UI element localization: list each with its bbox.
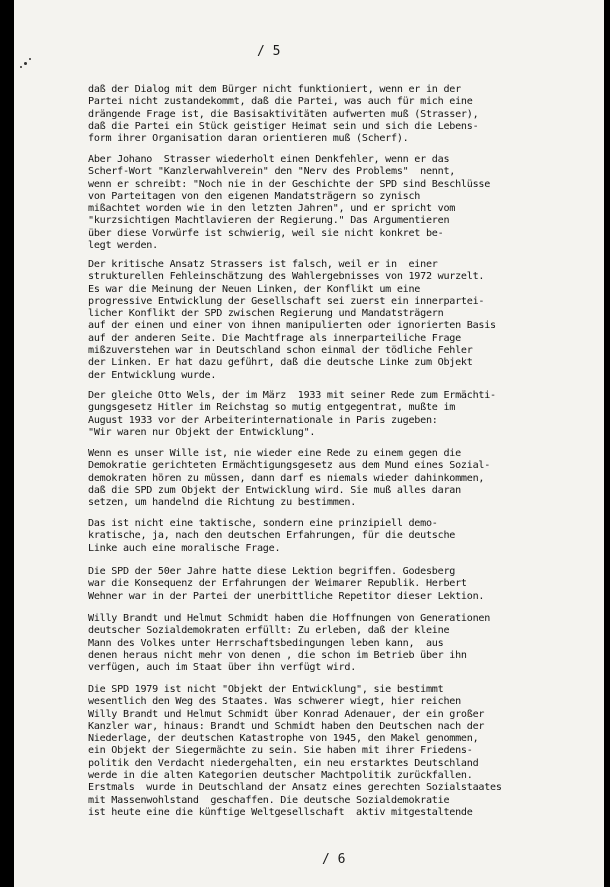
paragraph-4 [88, 390, 600, 439]
text-line: "kurzsichtigen Machtlavieren der Regierung." Das Argumentieren [88, 215, 450, 227]
text-line: Willy Brandt und Helmut Schmidt über Konrad Adenauer, der ein großer [88, 708, 485, 720]
text-line: Die SPD 1979 ist nicht "Objekt der Entwicklung", sie bestimmt [88, 684, 444, 695]
text-line: verfügen, auch im Staat über ihn verfügt wird. [88, 662, 357, 674]
text-line: ein Objekt der Siegermächte zu sein. Sie haben mit ihrer Friedens- [88, 745, 473, 757]
page-number-top: / 5 [257, 44, 281, 59]
text-line: Der gleiche Otto Wels, der im März 1933 mit seiner Rede zum Ermächti- [88, 390, 496, 401]
text-line: wenn er schreibt: "Noch nie in der Geschichte der SPD sind Beschlüsse [88, 178, 491, 190]
scan-speck [29, 58, 31, 60]
text-line: strukturellen Fehleinschätzung des Wahlergebnisses von 1972 wurzelt. [88, 271, 485, 283]
text-line: Die SPD der 50er Jahre hatte diese Lektion begriffen. Godesberg [88, 566, 456, 577]
text-line: denen heraus nicht mehr von denen , die schon im Betrieb über ihn [88, 649, 467, 661]
paragraph-1 [88, 84, 600, 145]
text-line: Mann des Volkes unter Herrschaftsbedingungen leben kann, aus [88, 637, 444, 649]
text-line: politik den Verdacht niedergehalten, ein neu erstarktes Deutschland [88, 757, 479, 769]
text-line: setzen, um handelnd die Richtung zu bestimmen. [88, 497, 357, 509]
scan-speck [20, 66, 22, 68]
text-line: Das ist nicht eine taktische, sondern eine prinzipiell demo- [88, 518, 438, 529]
text-line: mißachtet worden wie in den letzten Jahren", und er spricht vom [88, 203, 456, 215]
text-line: demokraten hören zu müssen, dann darf es niemals wieder dahinkommen, [88, 472, 485, 484]
text-line: legt werden. [88, 240, 158, 252]
text-line: auf der anderen Seite. Die Machtfrage als innerparteiliche Frage [88, 332, 461, 344]
text-line: mißzuverstehen war in Deutschland schon einmal der tödliche Fehler [88, 345, 473, 357]
text-line: Willy Brandt und Helmut Schmidt haben die Hoffnungen von Generationen [88, 613, 491, 624]
text-line: Linke auch eine moralische Frage. [88, 542, 281, 554]
text-line: Demokratie gerichteten Ermächtigungsgesetz aus dem Mund eines Sozial- [88, 460, 491, 472]
text-line: Wehner war in der Partei der unerbittliche Repetitor dieser Lektion. [88, 590, 485, 602]
text-line: von Parteitagen von den eigenen Mandatsträgern so zynisch [88, 190, 421, 202]
text-line: der Linken. Er hat dazu geführt, daß die deutsche Linke zum Objekt [88, 357, 473, 369]
document-page [14, 0, 604, 887]
text-line: daß der Dialog mit dem Bürger nicht funktioniert, wenn er in der [88, 84, 461, 95]
text-line: auf der einen und einer von ihnen manipulierten oder ignorierten Basis [88, 320, 496, 332]
text-line: der Entwicklung wurde. [88, 369, 217, 381]
text-line: Kanzler war, hinaus: Brandt und Schmidt haben den Deutschen nach der [88, 720, 485, 732]
text-line: wesentlich den Weg des Staates. Was schwerer wiegt, hier reichen [88, 696, 461, 708]
text-line: August 1933 vor der Arbeiterinternationale in Paris zugeben: [88, 414, 438, 426]
text-line: Scherf-Wort "Kanzlerwahlverein" den "Nerv des Problems" nennt, [88, 166, 456, 178]
scan-speck [24, 62, 27, 65]
text-line: Niederlage, der deutschen Katastrophe von 1945, den Makel genommen, [88, 733, 479, 745]
paragraph-6 [88, 518, 600, 555]
text-line: kratische, ja, nach den deutschen Erfahrungen, für die deutsche [88, 530, 456, 542]
text-line: gungsgesetz Hitler im Reichstag so mutig entgegentrat, mußte im [88, 402, 456, 414]
text-line: Wenn es unser Wille ist, nie wieder eine Rede zu einem gegen die [88, 448, 461, 459]
paragraph-2 [88, 154, 600, 252]
text-line: werde in die alten Kategorien deutscher Machtpolitik zurückfallen. [88, 770, 473, 782]
text-line: deutscher Sozialdemokraten erfüllt: Zu erleben, daß der kleine [88, 625, 450, 637]
paragraph-5 [88, 448, 600, 509]
text-line: Aber Johano Strasser wiederholt einen Denkfehler, wenn er das [88, 154, 450, 165]
text-line: progressive Entwicklung der Gesellschaft sei zuerst ein innerpartei- [88, 295, 485, 307]
text-line: licher Konflikt der SPD zwischen Regierung und Mandatsträgern [88, 308, 444, 320]
paragraph-9 [88, 684, 600, 819]
text-line: Partei nicht zustandekommt, daß die Partei, was auch für mich eine [88, 96, 473, 108]
text-line: daß die SPD zum Objekt der Entwicklung wird. Sie muß alles daran [88, 484, 461, 496]
text-line: über diese Vorwürfe ist schwierig, weil sie nicht konkret be- [88, 227, 444, 239]
text-line: daß die Partei ein Stück geistiger Heimat sein und sich die Lebens- [88, 120, 479, 132]
paragraph-3 [88, 259, 600, 382]
text-line: war die Konsequenz der Erfahrungen der Weimarer Republik. Herbert [88, 578, 467, 590]
text-line: "Wir waren nur Objekt der Entwicklung". [88, 426, 316, 438]
text-line: ist heute eine die künftige Weltgesellschaft aktiv mitgestaltende [88, 806, 473, 818]
text-line: form ihrer Organisation daran orientieren muß (Scherf). [88, 133, 409, 145]
paragraph-8 [88, 613, 600, 674]
page-number-bottom: / 6 [322, 852, 346, 867]
text-line: mit Massenwohlstand geschaffen. Die deutsche Sozialdemokratie [88, 794, 450, 806]
text-line: Es war die Meinung der Neuen Linken, der Konflikt um eine [88, 283, 421, 295]
paragraph-7 [88, 566, 600, 603]
text-line: Erstmals wurde in Deutschland der Ansatz eines gerechten Sozialstaates [88, 782, 502, 794]
text-line: Der kritische Ansatz Strassers ist falsch, weil er in einer [88, 259, 438, 270]
text-line: drängende Frage ist, die Basisaktivitäten aufwerten muß (Strasser), [88, 108, 479, 120]
